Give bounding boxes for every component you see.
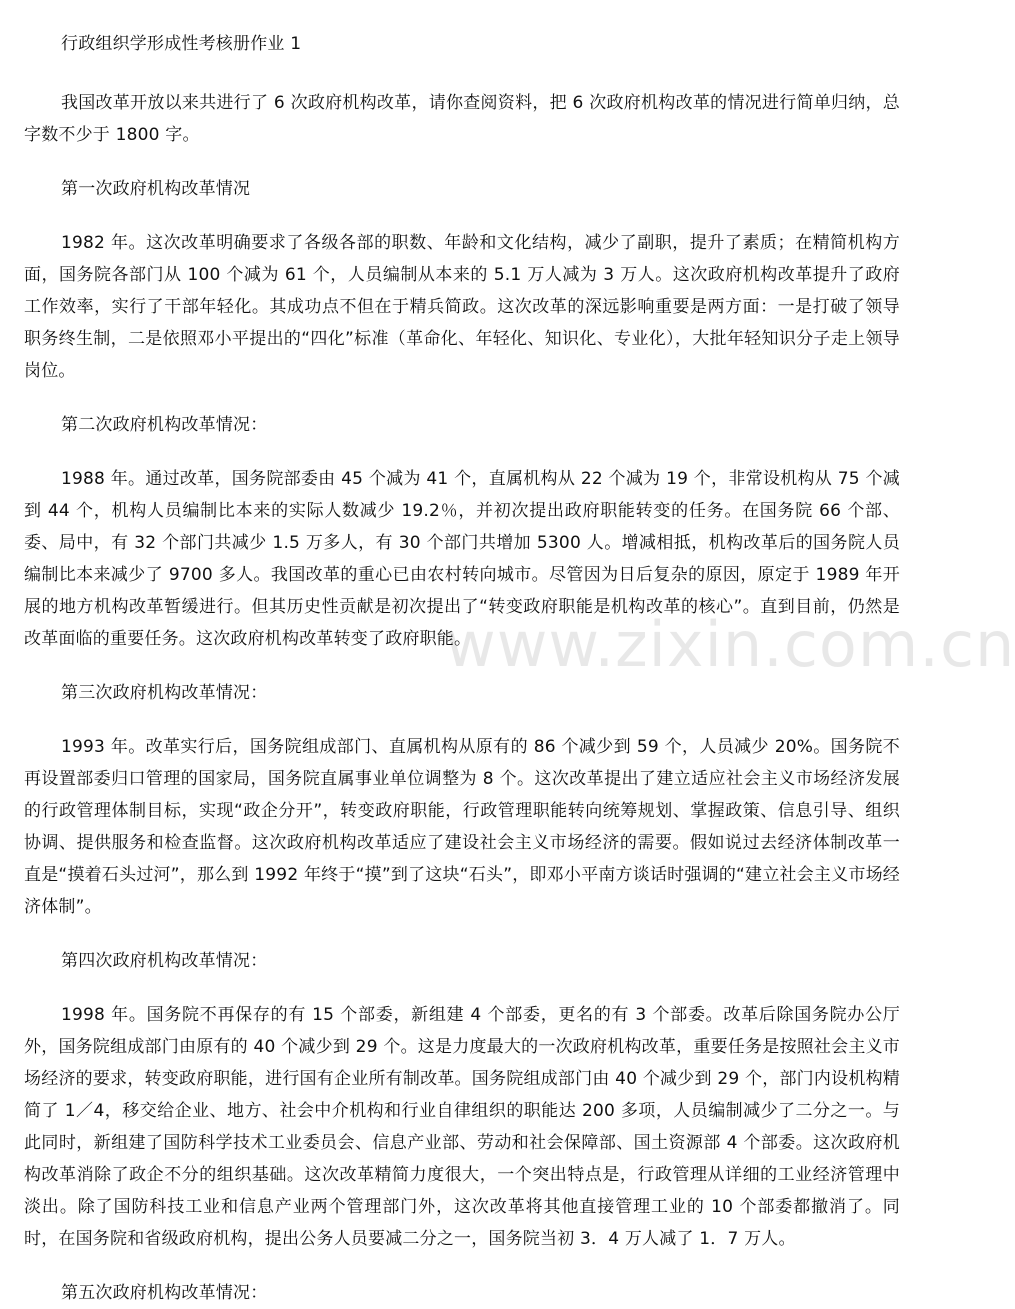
document-body bbox=[24, 0, 900, 1309]
section-body: 1993 年。改革实行后，国务院组成部门、直属机构从原有的 86 个减少到 59 个，人员减少 20%。国务院不再设置部委归口管理的国家局，国务院直属事业单位调整为 8 个。这次改革提出了建立适应社会主义市场经济发展的行政管理体制目标，实现“政企分开”，转变政府职能，行政管理职能转向统筹规划、掌握政策、信息引导、组织协调、提供服务和检查监督。这次政府机构改革适应了建设社会主义市场经济的需要。假如说过去经济体制改革一直是“摸着石头过河”，那么到 1992 年终于“摸”到了这块“石头”，即邓小平南方谈话时强调的“建立社会主义市场经济体制”。 bbox=[24, 737, 900, 917]
section-heading: 第五次政府机构改革情况： bbox=[61, 1283, 268, 1303]
assignment-prompt: 我国改革开放以来共进行了 6 次政府机构改革，请你查阅资料，把 6 次政府机构改革的情况进行简单归纳，总字数不少于 1800 字。 bbox=[24, 93, 900, 145]
section-body: 1982 年。这次改革明确要求了各级各部的职数、年龄和文化结构，减少了副职，提升了素质；在精简机构方面，国务院各部门从 100 个减为 61 个，人员编制从本来的 5.1 万人减为 3 万人。这次政府机构改革提升了政府工作效率，实行了干部年轻化。其成功点不但在于精兵简政。这次改革的深远影响重要是两方面：一是打破了领导职务终生制，二是依照邓小平提出的“四化”标准（革命化、年轻化、知识化、专业化），大批年轻知识分子走上领导岗位。 bbox=[24, 233, 900, 381]
document-title: 行政组织学形成性考核册作业 1 bbox=[61, 34, 302, 54]
section-body: 1988 年。通过改革，国务院部委由 45 个减为 41 个，直属机构从 22 个减为 19 个，非常设机构从 75 个减到 44 个，机构人员编制比本来的实际人数减少 19.2％，并初次提出政府职能转变的任务。在国务院 66 个部、委、局中，有 32 个部门共减少 1.5 万多人，有 30 个部门共增加 5300 人。增减相抵，机构改革后的国务院人员编制比本来减少了 9700 多人。我国改革的重心已由农村转向城市。尽管因为日后复杂的原因，原定于 1989 年开展的地方机构改革暂缓进行。但其历史性贡献是初次提出了“转变政府职能是机构改革的核心”。直到目前，仍然是改革面临的重要任务。这次政府机构改革转变了政府职能。 bbox=[24, 469, 900, 649]
watermark: www.zixin.com.cn bbox=[445, 608, 1015, 681]
section-heading: 第二次政府机构改革情况： bbox=[61, 415, 268, 435]
section-body: 1998 年。国务院不再保存的有 15 个部委，新组建 4 个部委，更名的有 3 个部委。改革后除国务院办公厅外，国务院组成部门由原有的 40 个减少到 29 个。这是力度最大的一次政府机构改革，重要任务是按照社会主义市场经济的要求，转变政府职能，进行国有企业所有制改革。国务院组成部门由 40 个减少到 29 个，部门内设机构精简了 1／4，移交给企业、地方、社会中介机构和行业自律组织的职能达 200 多项，人员编制减少了二分之一。与此同时，新组建了国防科学技术工业委员会、信息产业部、劳动和社会保障部、国土资源部 4 个部委。这次政府机构改革消除了政企不分的组织基础。这次改革精简力度很大，一个突出特点是，行政管理从详细的工业经济管理中淡出。除了国防科技工业和信息产业两个管理部门外，这次改革将其他直接管理工业的 10 个部委都撤消了。同时，在国务院和省级政府机构，提出公务人员要减二分之一，国务院当初 3．4 万人减了 1．7 万人。 bbox=[24, 1005, 900, 1249]
section-heading: 第四次政府机构改革情况： bbox=[61, 951, 268, 971]
section-heading: 第一次政府机构改革情况 bbox=[61, 179, 251, 199]
section-heading: 第三次政府机构改革情况： bbox=[61, 683, 268, 703]
